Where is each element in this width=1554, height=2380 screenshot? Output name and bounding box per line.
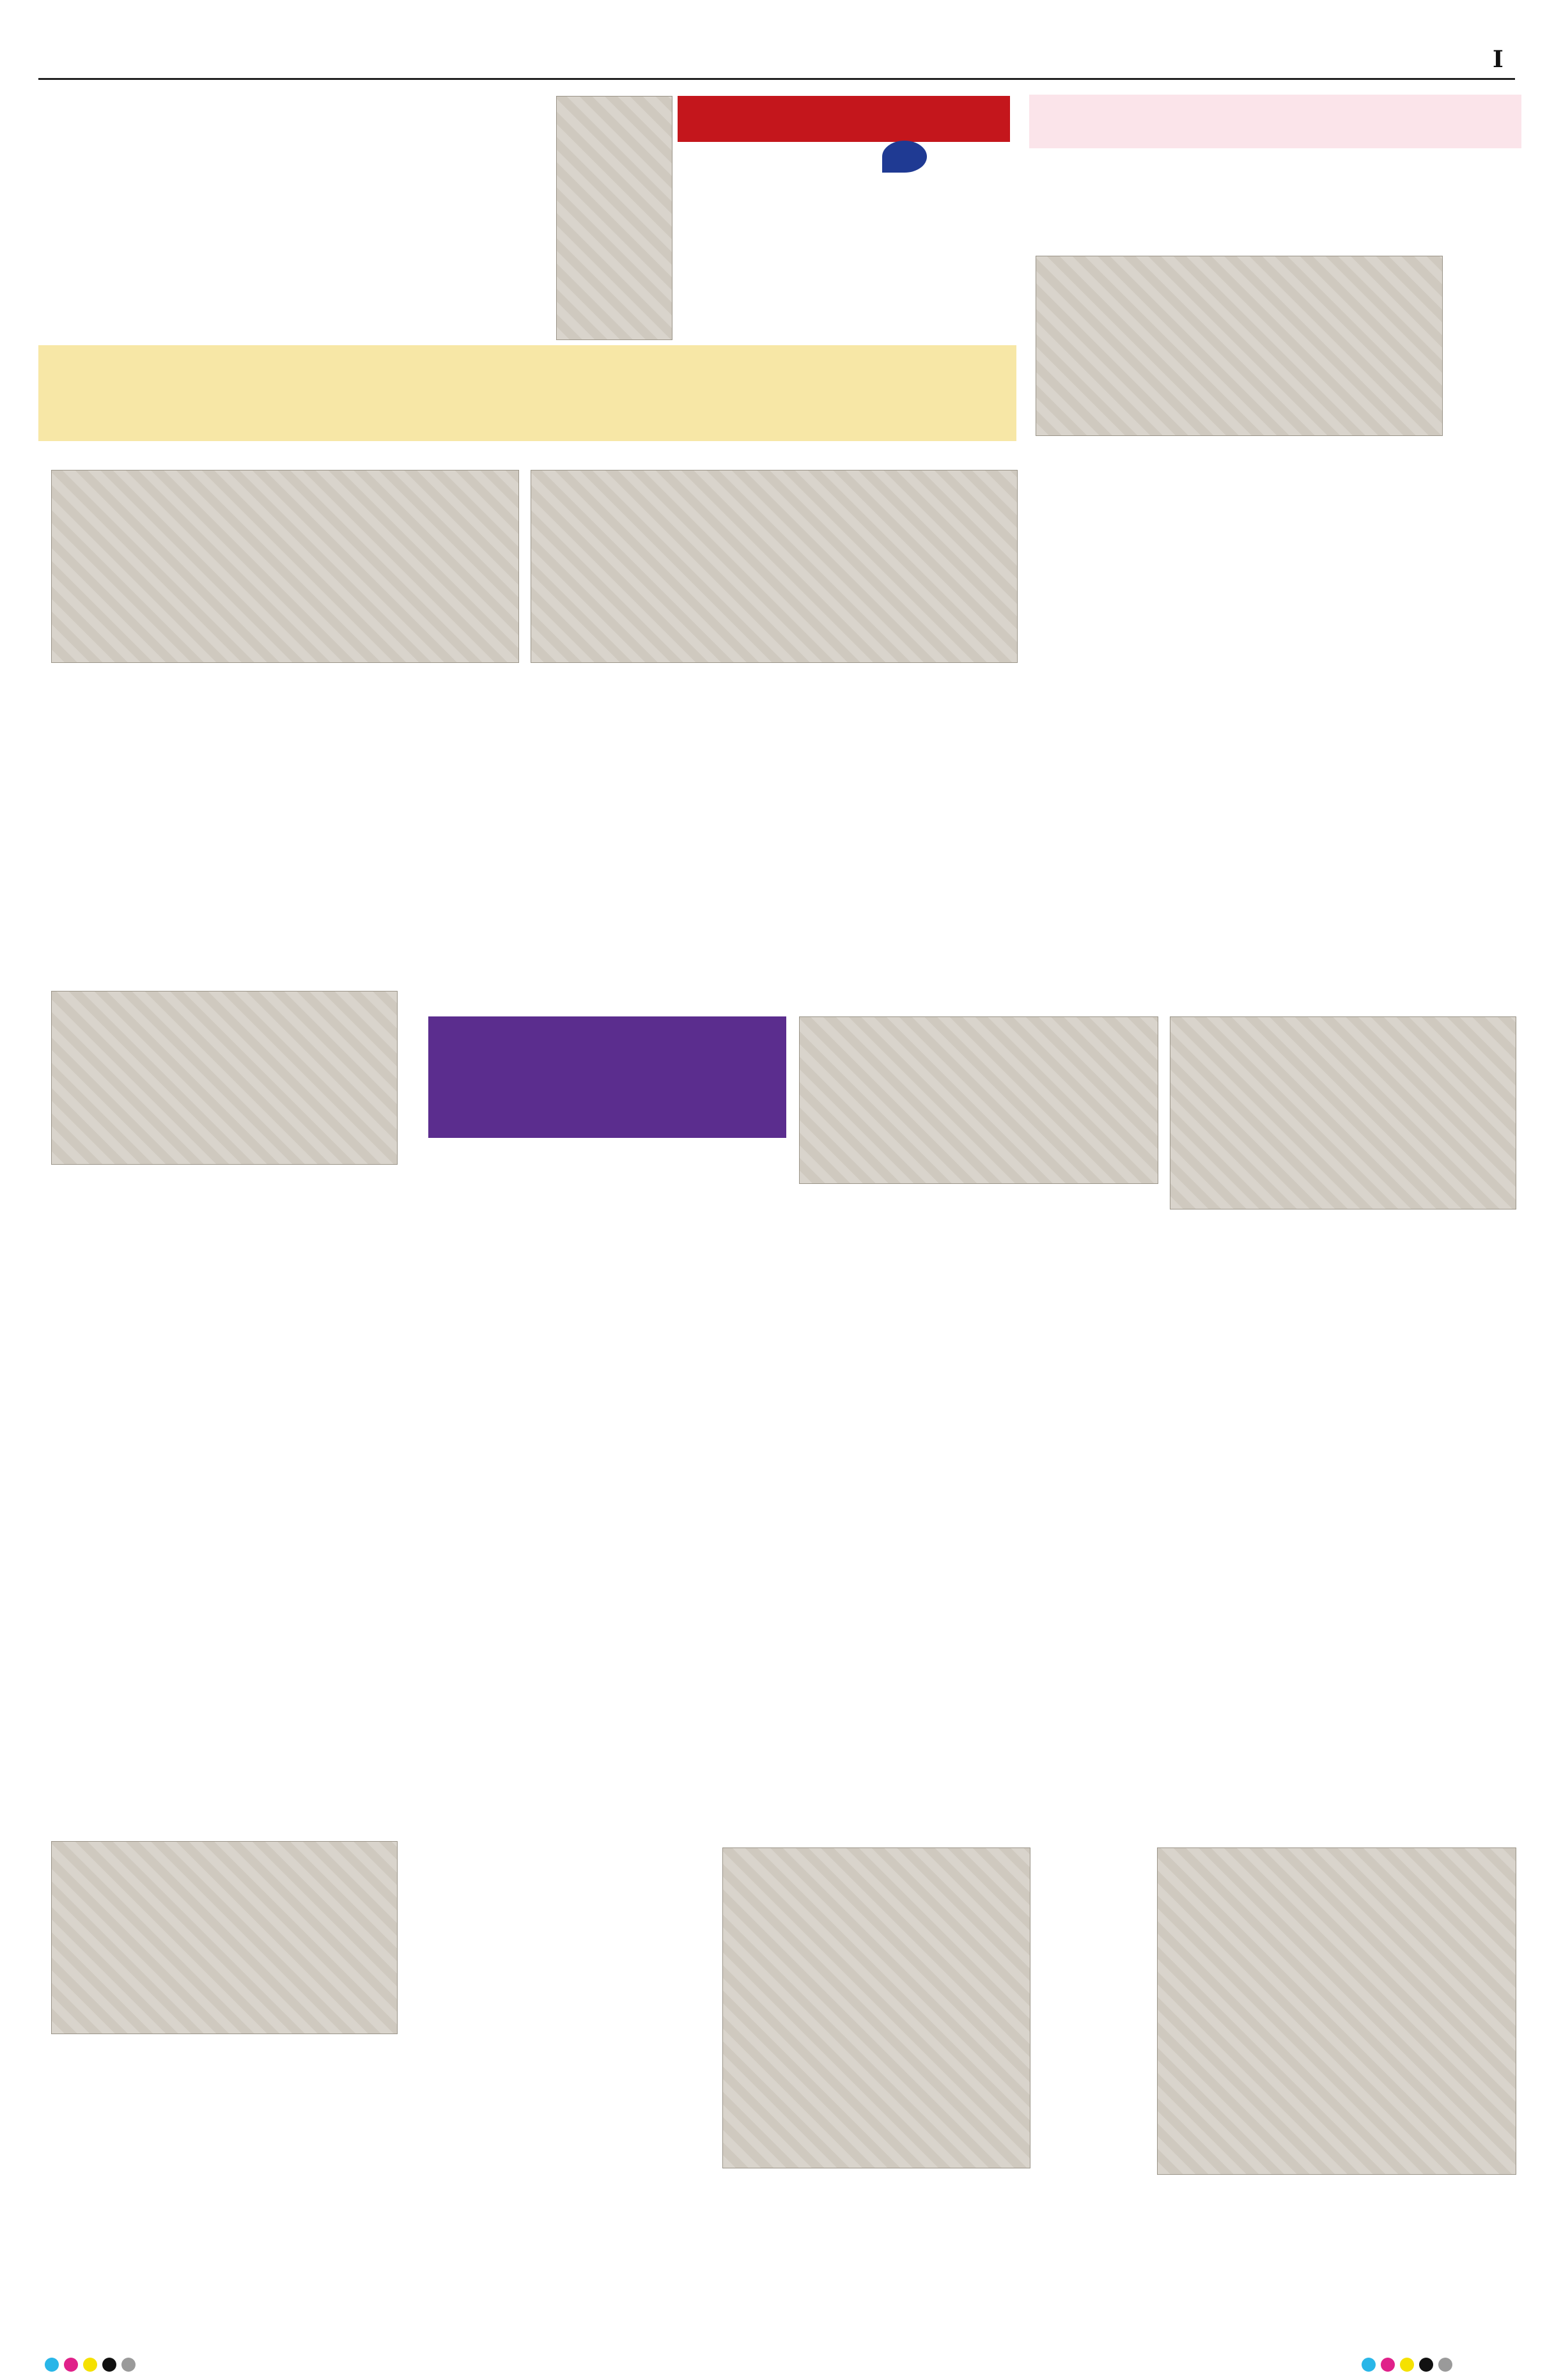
gandhi-body — [51, 2065, 396, 2340]
dove-logo-icon — [882, 141, 927, 173]
govt-lands-body — [428, 1253, 1515, 1752]
gandhi-photo — [51, 1841, 398, 2034]
prajavani-photo-2 — [531, 470, 1018, 663]
top-right-headline-band — [1029, 95, 1521, 148]
top-right-body — [1042, 441, 1518, 710]
yellow-dot — [1400, 2358, 1414, 2372]
masthead-photo-collage — [556, 96, 672, 340]
masthead-rule — [38, 78, 1515, 80]
yellow-dot — [83, 2358, 97, 2372]
prajavani-photo-1 — [51, 470, 519, 663]
prajavani-band — [38, 345, 1016, 441]
grey-dot — [1438, 2358, 1452, 2372]
buses-body — [428, 1847, 710, 2346]
registration-marks-left — [45, 2358, 136, 2372]
govt-lands-photo-2 — [1170, 1016, 1516, 1209]
horticulture-photo — [1157, 1847, 1516, 2175]
govt-lands-photo-1 — [799, 1016, 1158, 1184]
magenta-dot — [1381, 2358, 1395, 2372]
sand-photo — [51, 991, 398, 1165]
govt-lands-highlights-box — [428, 1016, 786, 1138]
sand-body — [51, 1202, 396, 1726]
cyan-dot — [45, 2358, 59, 2372]
district-strip — [678, 96, 1010, 142]
black-dot — [1419, 2358, 1433, 2372]
grey-dot — [121, 2358, 136, 2372]
magenta-dot — [64, 2358, 78, 2372]
prajavani-body — [51, 690, 1016, 882]
rythu-body — [1042, 754, 1518, 892]
top-right-photo — [1036, 256, 1443, 436]
horticulture-body — [1074, 1847, 1147, 2346]
top-left-body — [45, 128, 543, 332]
page-number: I — [1493, 46, 1503, 73]
registration-marks-right — [1362, 2358, 1452, 2372]
cyan-dot — [1362, 2358, 1376, 2372]
black-dot — [102, 2358, 116, 2372]
buses-photo — [722, 1847, 1030, 2168]
